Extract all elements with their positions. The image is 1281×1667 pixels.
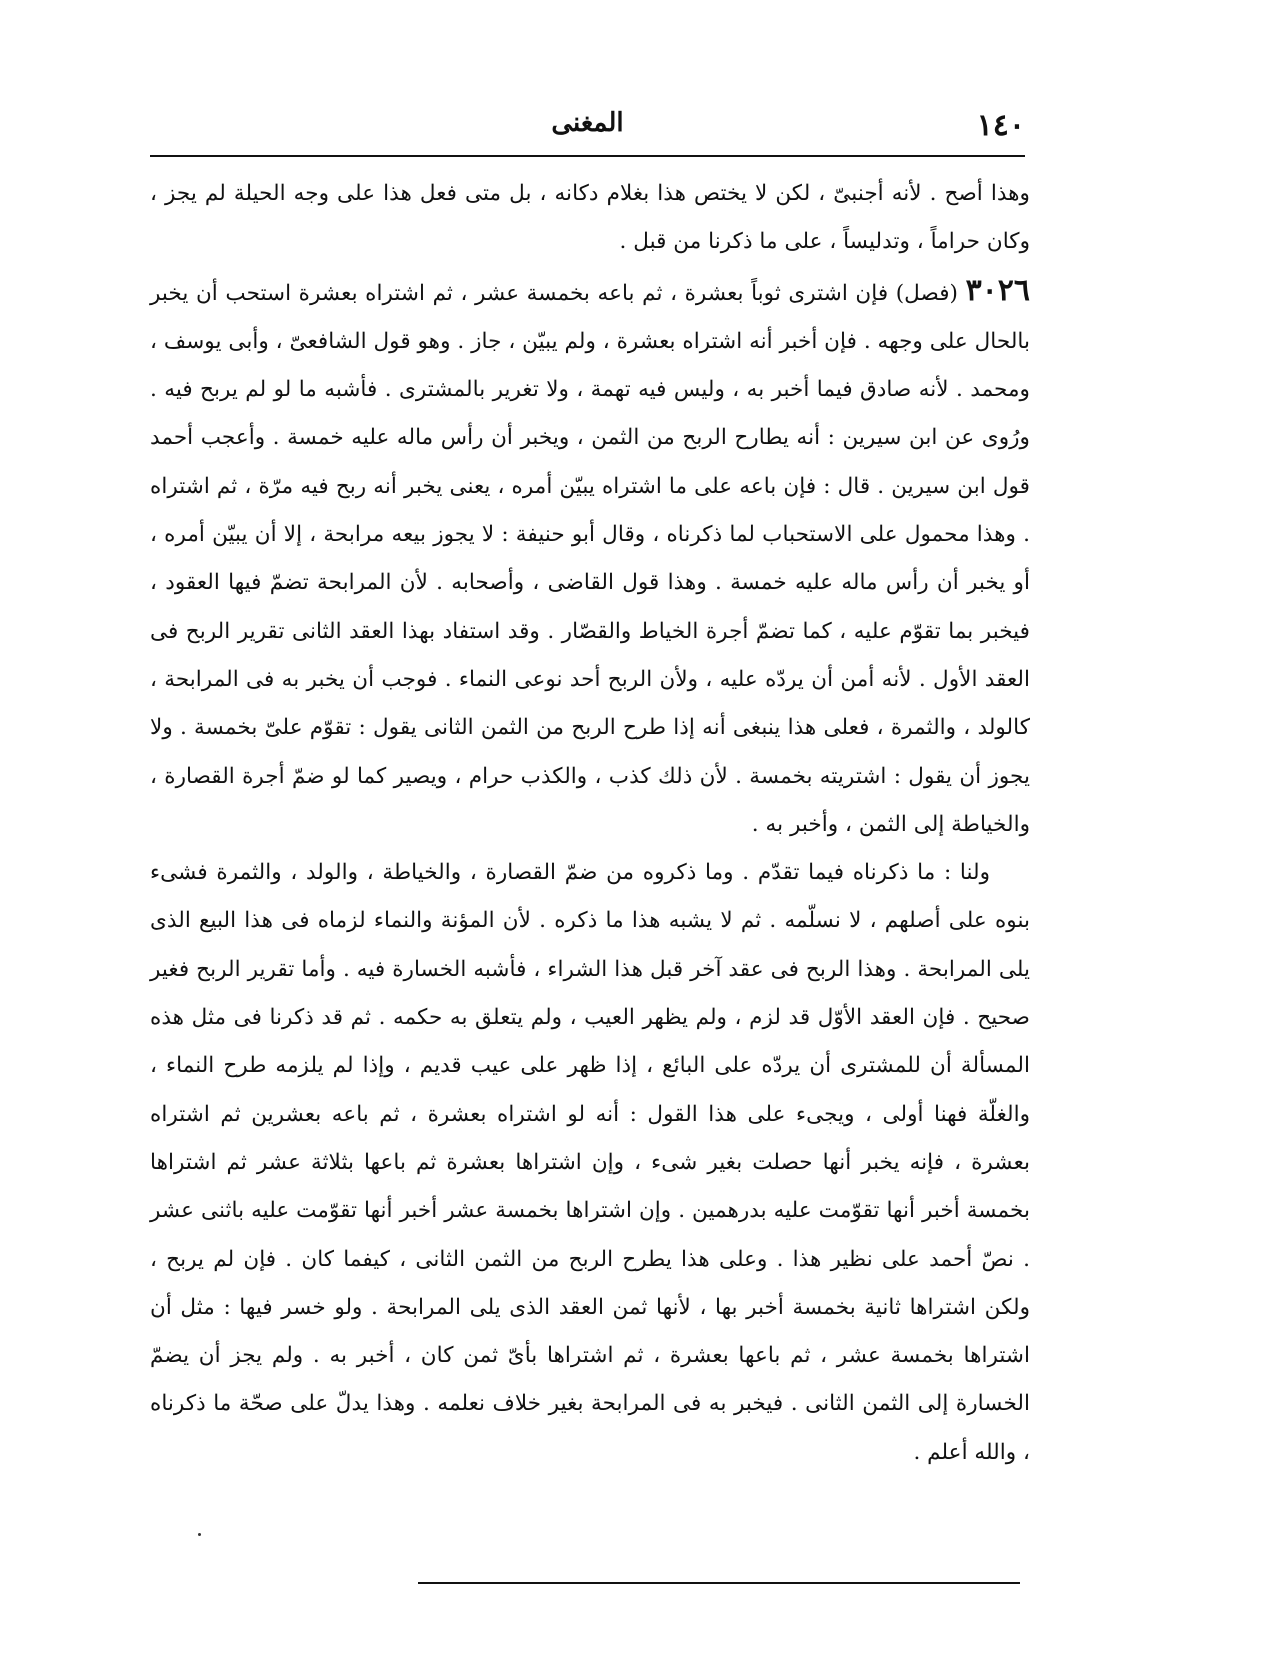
paragraph-continuation: وهذا أصح . لأنه أجنبىّ ، لكن لا يختص هذا بغلام دكانه ، بل متى فعل هذا على وجه الحيلة لم يجز ، وكان حراماً ، وتدليساً ، على ما ذكرنا من قبل . <box>150 181 1030 255</box>
ink-speck <box>198 1533 201 1536</box>
page-body <box>150 170 1030 1477</box>
section-text: (فصل) فإن اشترى ثوباً بعشرة ، ثم باعه بخمسة عشر ، ثم اشتراه بعشرة استحب أن يخبر بالحال على وجهه . فإن أخبر أنه اشتراه بعشرة ، ولم يبيّن ، جاز . وهو قول الشافعىّ ، وأبى يوسف ، ومحمد . لأنه صادق فيما أخبر به ، وليس فيه تهمة ، ولا تغرير بالمشترى . فأشبه ما لو لم يربح فيه . ورُوى عن ابن سيرين : أنه يطارح الربح من الثمن ، ويخبر أن رأس ماله عليه خمسة . وأعجب أحمد قول ابن سيرين . قال : فإن باعه على ما اشتراه يبيّن أمره ، يعنى يخبر أنه ربح فيه مرّة ، ثم اشتراه . وهذا محمول على الاستحباب لما ذكرناه ، وقال أبو حنيفة : لا يجوز بيعه مرابحة ، إلا أن يبيّن أمره ، أو يخبر أن رأس ماله عليه خمسة . وهذا قول القاضى ، وأصحابه . لأن المرابحة تضمّ فيها العقود ، فيخبر بما تقوّم عليه ، كما تضمّ أجرة الخياط والقصّار . وقد استفاد بهذا العقد الثانى تقرير الربح فى العقد الأول . لأنه أمن أن يردّه عليه ، ولأن الربح أحد نوعى النماء . فوجب أن يخبر به فى المرابحة ، كالولد ، والثمرة ، فعلى هذا ينبغى أنه إذا طرح الربح من الثمن الثانى يقول : تقوّم علىّ بخمسة . ولا يجوز أن يقول : اشتريته بخمسة . لأن ذلك كذب ، والكذب حرام ، ويصير كما لو ضمّ أجرة القصارة ، والخياطة إلى الثمن ، وأخبر به . <box>150 280 1030 837</box>
header-divider <box>150 155 1025 157</box>
section-number: ٣٠٢٦ <box>965 272 1031 308</box>
page-number: ١٤٠ <box>976 108 1025 143</box>
paragraph-rebuttal: ولنا : ما ذكرناه فيما تقدّم . وما ذكروه من ضمّ القصارة ، والخياطة ، والولد ، والثمرة فشىء بنوه على أصلهم ، لا نسلّمه . ثم لا يشبه هذا ما ذكره . لأن المؤنة والنماء لزماه فى هذا البيع الذى يلى المرابحة . وهذا الربح فى عقد آخر قبل هذا الشراء ، فأشبه الخسارة فيه . وأما تقرير الربح فغير صحيح . فإن العقد الأوّل قد لزم ، ولم يظهر العيب ، ولم يتعلق به حكمه . ثم قد ذكرنا فى مثل هذه المسألة أن للمشترى أن يردّه على البائع ، إذا ظهر على عيب قديم ، وإذا لم يلزمه طرح النماء ، والغلّة فهنا أولى ، ويجىء على هذا القول : أنه لو اشتراه بعشرة ، ثم باعه بعشرين ثم اشتراه بعشرة ، فإنه يخبر أنها حصلت بغير شىء ، وإن اشتراها بعشرة ثم باعها بثلاثة عشر ثم اشتراها بخمسة أخبر أنها تقوّمت عليه بدرهمين . وإن اشتراها بخمسة عشر أخبر أنها تقوّمت عليه باثنى عشر . نصّ أحمد على نظير هذا . وعلى هذا يطرح الربح من الثمن الثانى ، كيفما كان . فإن لم يربح ، ولكن اشتراها ثانية بخمسة أخبر بها ، لأنها ثمن العقد الذى يلى المرابحة . ولو خسر فيها : مثل أن اشتراها بخمسة عشر ، ثم باعها بعشرة ، ثم اشتراها بأىّ ثمن كان ، أخبر به . ولم يجز أن يضمّ الخسارة إلى الثمن الثانى . فيخبر به فى المرابحة بغير خلاف نعلمه . وهذا يدلّ على صحّة ما ذكرناه ، والله أعلم . <box>150 860 1030 1465</box>
book-title: المغنى <box>551 108 624 138</box>
section-paragraph <box>150 267 1030 850</box>
footer-divider <box>418 1582 1020 1584</box>
page-header <box>150 108 1025 152</box>
